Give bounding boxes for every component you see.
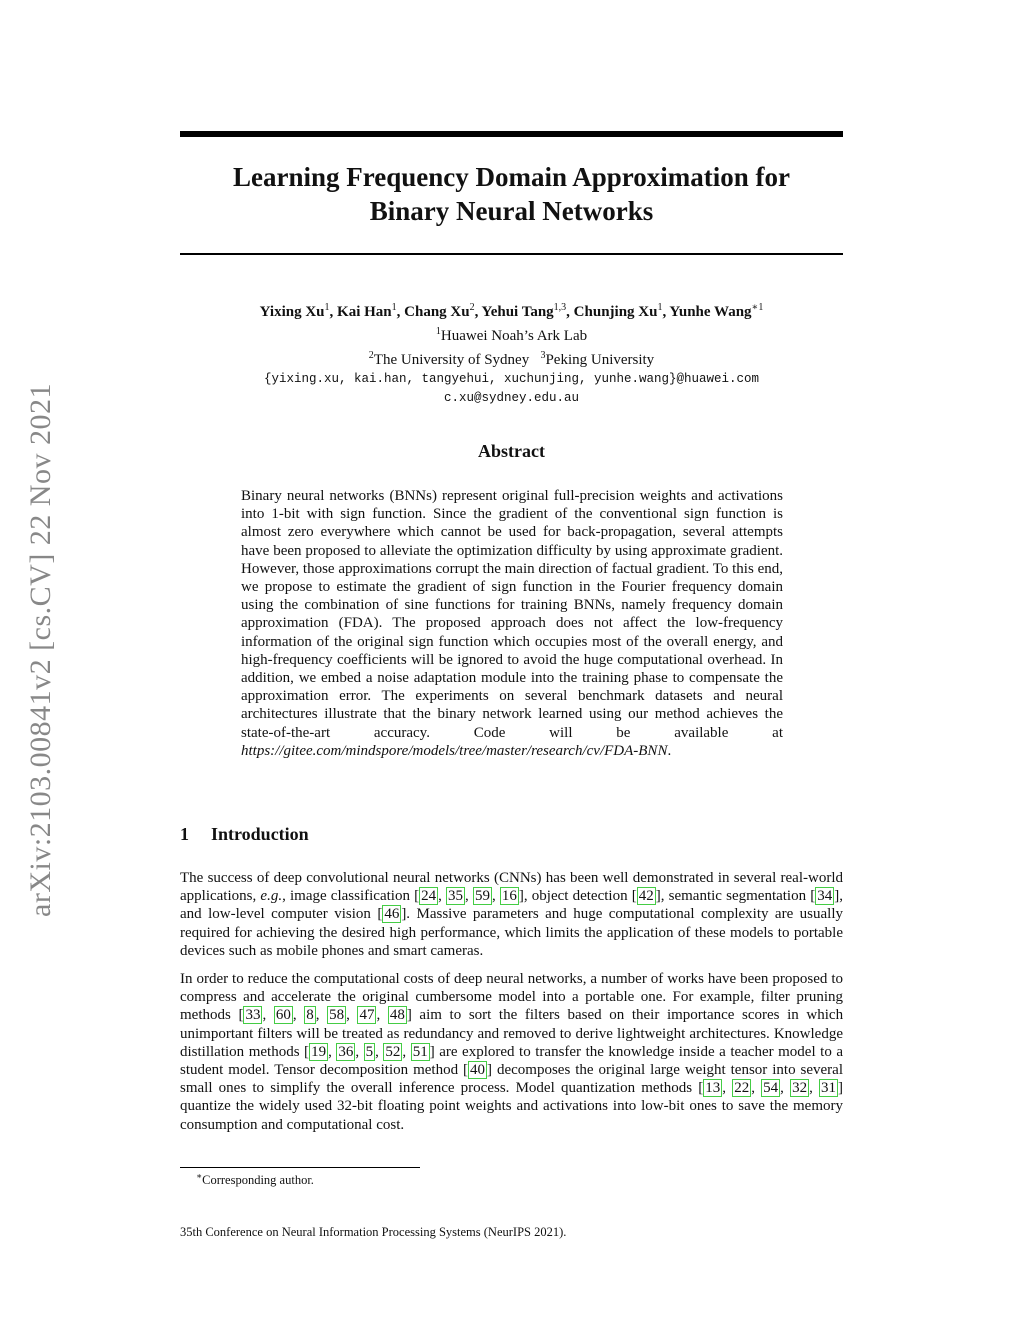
citation-link[interactable]: 36	[338, 1043, 354, 1060]
citation-link[interactable]: 16	[501, 888, 517, 905]
affiliation-line-2: $^2$The University of Sydney $^3$Peking University	[368, 350, 655, 368]
citation-link[interactable]: 19	[311, 1043, 327, 1060]
title-bottom-rule	[180, 253, 843, 255]
footnote	[196, 1171, 314, 1188]
author-name: , Chunjing Xu	[566, 304, 658, 320]
citation-link[interactable]: 47	[359, 1007, 375, 1024]
author-affiliation-mark: 1	[391, 302, 397, 313]
citation-link[interactable]: 54	[763, 1080, 779, 1097]
citation-link[interactable]: 31	[821, 1080, 837, 1097]
citation-link[interactable]: 32	[792, 1080, 808, 1097]
footnote-rule	[180, 1167, 420, 1168]
author-name: , Chang Xu	[396, 304, 470, 320]
section-title: Introduction	[211, 824, 309, 844]
citation-link[interactable]: 33	[245, 1007, 261, 1024]
citation-link[interactable]: 22	[734, 1080, 750, 1097]
author-names	[180, 298, 843, 322]
title-line-2: Binary Neural Networks	[369, 196, 654, 226]
citation-link[interactable]: 13	[705, 1080, 721, 1097]
intro-paragraph-1: The success of deep convolutional neural networks (CNNs) has been well demonstrated in several real-world applications, e.g., image classification [ 24 , 35 , 59 , 16 ], object detection [ 42 ], semantic segmentation [ 34 ], and low-level computer vision [ 46 ]. Massive parameters and huge computational complexity are usually required for achieving the desired high performance, which limits the application of these models to portable devices such as mobile phones and smart cameras.	[180, 870, 844, 959]
author-affiliation-mark: 1	[324, 302, 330, 313]
author-name: Yixing Xu	[259, 304, 325, 320]
citation-link[interactable]: 35	[448, 888, 464, 905]
citation-link[interactable]: 24	[421, 888, 437, 905]
title-line-1: Learning Frequency Domain Approximation for	[232, 162, 791, 192]
arxiv-stamp-text: arXiv:2103.00841v2 [cs.CV] 22 Nov 2021	[24, 383, 57, 917]
citation-link[interactable]: 51	[412, 1043, 428, 1060]
citation-link[interactable]: 52	[385, 1043, 401, 1060]
citation-link[interactable]: 34	[817, 888, 833, 905]
citation-link[interactable]: 8	[306, 1007, 314, 1024]
citation-link[interactable]: 58	[329, 1007, 345, 1024]
intro-paragraph-2: In order to reduce the computational costs of deep neural networks, a number of works have been proposed to compress and accelerate the original cumbersome model into a portable one. For example, filter pruning methods [ 33 , 60 , 8 , 58 , 47 , 48 ] aim to sort the filters based on their importance scores in which unimportant filters will be treated as redundancy and removed to derive lightweight architectures. Knowledge distillation methods [ 19 , 36 , 5 , 52 , 51 ] are explored to transfer the knowledge inside a teacher model to a student model. Tensor decomposition method [ 40 ] decomposes the original large weight tensor into several small ones to simplify the overall inference process. Model quantization methods [ 13 , 22 , 54 , 32 , 31 ] quantize the widely used 32-bit floating point weights and activations into low-bit ones to save the memory consumption and computational cost.	[180, 971, 844, 1133]
affiliation-line-1: $^1$Huawei Noah’s Ark Lab	[435, 326, 588, 344]
author-email-2: c.xu@sydney.edu.au	[443, 391, 580, 405]
citation-link[interactable]: 46	[384, 906, 400, 923]
author-name: , Kai Han	[329, 304, 392, 320]
citation-link[interactable]: 5	[365, 1043, 374, 1060]
footnote-text: Corresponding author.	[202, 1173, 314, 1188]
abstract-text: Binary neural networks (BNNs) represent original full-precision weights and activations into 1-bit with sign function. Since the gradient of the conventional sign function is almost zero everywhere which cannot be used for back-propagation, several attempts have been proposed to alleviate the optimization difficulty by using approximate gradient. However, those approximations corrupt the main direction of factual gradient. To this end, we propose to estimate the gradient of sign function in the Fourier frequency domain using the combination of sine functions for training BNNs, namely frequency domain approximation (FDA). The proposed approach does not affect the low-frequency information of the original sign function which occupies most of the overall energy, and high-frequency coefficients will be ignored to avoid the huge computational overhead. In addition, we embed a noise adaptation module into the training phase to compensate the approximation error. The experiments on several benchmark datasets and neural architectures illustrate that the binary network learned using our method achieves the state-of-the-art accuracy. Code will be available at	[241, 488, 783, 741]
abstract-heading: Abstract	[478, 441, 545, 461]
section-heading-introduction	[180, 824, 309, 845]
author-affiliation-mark: ∗1	[751, 302, 764, 313]
code-url-link[interactable]: https://gitee.com/mindspore/models/tree/master/research/cv/FDA-BNN	[241, 742, 668, 759]
author-email-1: {yixing.xu, kai.han, tangyehui, xuchunjing, yunhe.wang}@huawei.com	[263, 372, 760, 386]
citation-link[interactable]: 42	[638, 888, 654, 905]
author-name: , Yehui Tang	[474, 304, 554, 320]
citation-link[interactable]: 40	[470, 1062, 486, 1079]
paper-title	[180, 160, 843, 228]
author-affiliation-mark: 2	[469, 302, 475, 313]
footnote-mark: ∗	[196, 1171, 203, 1181]
title-top-rule	[180, 131, 843, 137]
author-affiliation-mark: 1	[657, 302, 663, 313]
author-affiliation-mark: 1,3	[553, 302, 567, 313]
citation-link[interactable]: 60	[275, 1007, 291, 1024]
citation-link[interactable]: 59	[474, 888, 490, 905]
abstract-body: Binary neural networks (BNNs) represent original full-precision weights and activations into 1-bit with sign function. Since the gradient of the conventional sign function is almost zero everywhere which cannot be used for back-propagation, several attempts have been proposed to alleviate the optimization difficulty by using approximate gradient. However, those approximations corrupt the main direction of factual gradient. To this end, we propose to estimate the gradient of sign function in the Fourier frequency domain using the combination of sine functions for training BNNs, namely frequency domain approximation (FDA). The proposed approach does not affect the low-frequency information of the original sign function which occupies most of the overall energy, and high-frequency coefficients will be ignored to avoid the huge computational overhead. In addition, we embed a noise adaptation module into the training phase to compensate the approximation error. The experiments on several benchmark datasets and neural architectures illustrate that the binary network learned using our method achieves the state-of-the-art accuracy. Code will be available at https://gitee.com/mindspore/models/tree/master/research/cv/FDA-BNN.	[241, 488, 783, 759]
citation-link[interactable]: 48	[389, 1007, 405, 1024]
author-name: , Yunhe Wang	[662, 304, 752, 320]
author-block	[180, 298, 843, 408]
section-number: 1	[180, 824, 189, 844]
conference-note: 35th Conference on Neural Information Processing Systems (NeurIPS 2021).	[180, 1225, 567, 1239]
arxiv-stamp	[10, 350, 72, 950]
